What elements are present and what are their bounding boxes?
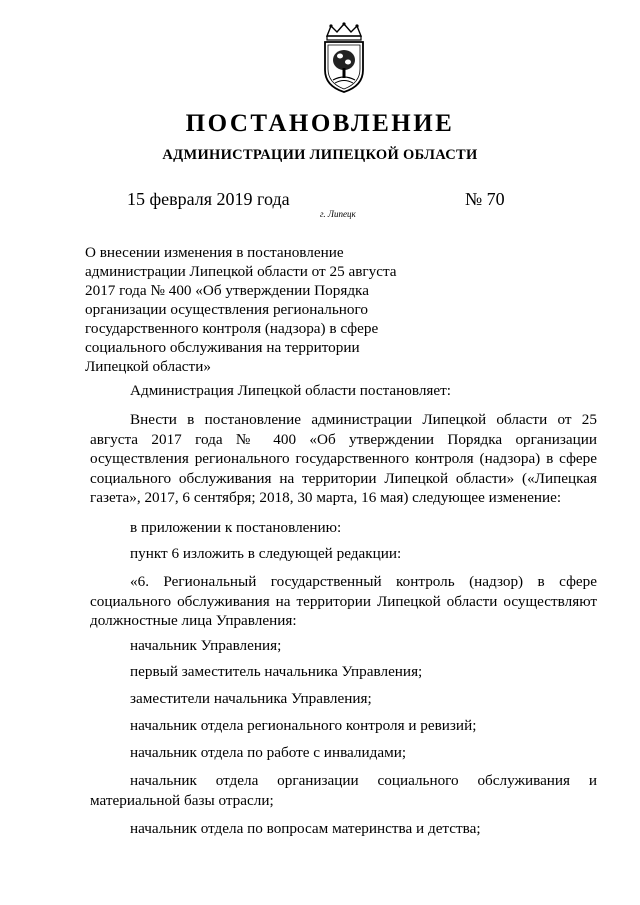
list-item: начальник отдела регионального контроля и ревизий; (130, 717, 477, 734)
document-number: № 70 (465, 189, 505, 209)
resolution-intro: Администрация Липецкой области постановляет: (130, 382, 451, 399)
document-date: 15 февраля 2019 года (127, 189, 290, 209)
list-item: заместители начальника Управления; (130, 690, 372, 707)
subject-line: Липецкой области» (85, 358, 211, 375)
body-paragraph: в приложении к постановлению: (130, 519, 342, 536)
document-subject (85, 243, 415, 376)
subject-line: государственного контроля (надзора) в сфере (85, 320, 379, 337)
document-issuer: АДМИНИСТРАЦИИ ЛИПЕЦКОЙ ОБЛАСТИ (162, 147, 478, 163)
subject-line: 2017 года № 400 «Об утверждении Порядка (85, 282, 369, 299)
list-item: начальник отдела организации социального обслуживания и материальной базы отрасли; (90, 772, 597, 809)
list-item: первый заместитель начальника Управления; (130, 663, 423, 680)
clause-6-paragraph: «6. Региональный государственный контроль (надзор) в сфере социального обслуживания на территории Липецкой области осуществляют должностные лица Управления: (90, 573, 597, 629)
subject-line: О внесении изменения в постановление (85, 244, 344, 261)
list-item: начальник Управления; (130, 637, 282, 654)
subject-line: администрации Липецкой области от 25 августа (85, 263, 397, 280)
lipetsk-oblast-coat-of-arms-icon (315, 22, 373, 94)
subject-line: социального обслуживания на территории (85, 339, 360, 356)
document-place: г. Липецк (320, 209, 356, 219)
list-item: начальник отдела по вопросам материнства и детства; (130, 820, 481, 837)
amendment-paragraph: Внести в постановление администрации Липецкой области от 25 августа 2017 года № 400 «Об утверждении Порядка организации осуществления регионального государственного контроля (надзора) в сфере социального обслуживания на территории Липецкой области» («Липецкая газета», 2017, 6 сентября; 2018, 30 марта, 16 мая) следующее изменение: (90, 411, 597, 506)
list-item: начальник отдела по работе с инвалидами; (130, 744, 407, 761)
document-title: ПОСТАНОВЛЕНИЕ (185, 110, 455, 137)
body-paragraph: пункт 6 изложить в следующей редакции: (130, 545, 402, 562)
subject-line: организации осуществления регионального (85, 301, 368, 318)
